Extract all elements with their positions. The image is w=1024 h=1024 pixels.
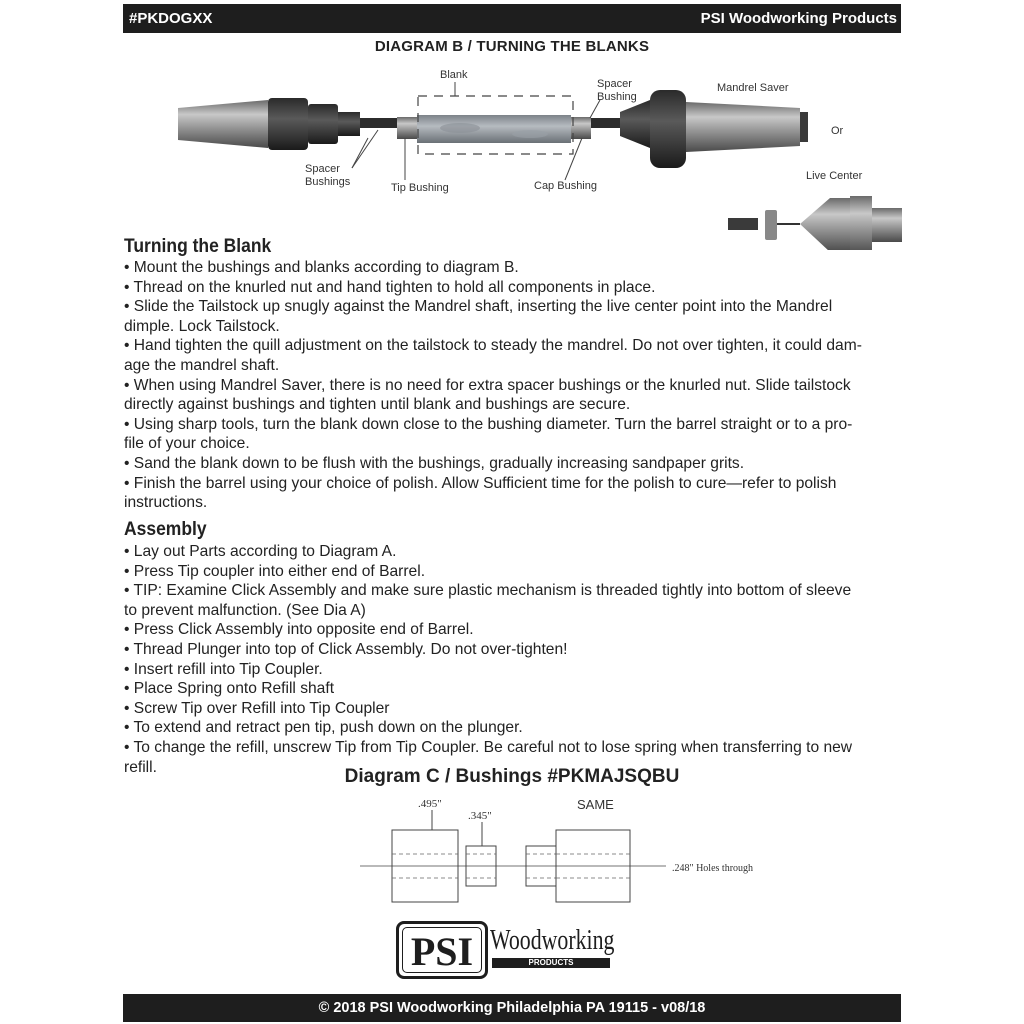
turning-line: • Sand the blank down to be flush with the bushings, gradually increasing sandpaper grits. xyxy=(124,454,745,472)
logo-psi-text: PSI xyxy=(410,929,474,974)
dim-large: .495" xyxy=(418,798,442,810)
label-tip-bushing: Tip Bushing xyxy=(391,182,449,194)
label-spacer-bushings-2: Bushings xyxy=(305,176,351,188)
turning-line: • Slide the Tailstock up snugly against the Mandrel shaft, inserting the live center point into the Mandrel xyxy=(124,298,833,316)
dim-small: .345" xyxy=(468,810,492,822)
product-code: #PKDOGXX xyxy=(129,10,213,27)
assembly-line: • Screw Tip over Refill into Tip Coupler xyxy=(124,699,390,717)
label-or: Or xyxy=(831,125,844,137)
logo-products: PRODUCTS xyxy=(492,958,610,968)
brand-name: PSI Woodworking Products xyxy=(700,10,897,27)
turning-instructions xyxy=(124,258,904,513)
assembly-heading: Assembly xyxy=(124,519,207,540)
turning-line: • Using sharp tools, turn the blank down close to the bushing diameter. Turn the barrel straight or to a pro- xyxy=(124,415,853,433)
turning-line: dimple. Lock Tailstock. xyxy=(124,317,280,335)
assembly-line: • Press Click Assembly into opposite end of Barrel. xyxy=(124,621,474,639)
turning-line: • Thread on the knurled nut and hand tighten to hold all components in place. xyxy=(124,278,656,296)
label-spacer-bushing-2: Bushing xyxy=(597,91,637,103)
logo-woodworking: Woodworking xyxy=(490,925,615,956)
diagram-c-title: Diagram C / Bushings #PKMAJSQBU xyxy=(344,766,680,787)
assembly-line: refill. xyxy=(124,758,157,776)
diagram-b-mandrel xyxy=(0,0,1024,250)
label-cap-bushing: Cap Bushing xyxy=(534,180,597,192)
diagram-b-title: DIAGRAM B / TURNING THE BLANKS xyxy=(374,38,650,55)
turning-line: file of your choice. xyxy=(124,435,250,453)
turning-heading: Turning the Blank xyxy=(124,236,272,257)
assembly-line: • Press Tip coupler into either end of Barrel. xyxy=(124,562,426,580)
turning-line: • Finish the barrel using your choice of polish. Allow Sufficient time for the polish to cure—refer to polish xyxy=(124,474,837,492)
label-mandrel-saver: Mandrel Saver xyxy=(717,82,789,94)
label-spacer-bushings-1: Spacer xyxy=(305,163,340,175)
turning-line: • When using Mandrel Saver, there is no need for extra spacer bushings or the knurled nut. Slide tailstock xyxy=(124,376,851,394)
footer-bar: © 2018 PSI Woodworking Philadelphia PA 19115 - v08/18 xyxy=(123,994,901,1022)
assembly-instructions xyxy=(124,542,904,777)
label-holes: .248" Holes through xyxy=(672,863,754,874)
turning-line: instructions. xyxy=(124,494,208,512)
turning-line: • Hand tighten the quill adjustment on the tailstock to steady the mandrel. Do not over tighten, it could dam- xyxy=(124,337,862,355)
assembly-line: • Thread Plunger into top of Click Assembly. Do not over-tighten! xyxy=(124,640,568,658)
assembly-line: • To extend and retract pen tip, push down on the plunger. xyxy=(124,719,523,737)
diagram-c-bushings xyxy=(0,790,1024,910)
logo-psi-box xyxy=(396,921,488,979)
label-spacer-bushing-1: Spacer xyxy=(597,78,632,90)
assembly-line: • Place Spring onto Refill shaft xyxy=(124,680,335,698)
assembly-line: • To change the refill, unscrew Tip from Tip Coupler. Be careful not to lose spring when transferring to new xyxy=(124,738,853,756)
assembly-line: to prevent malfunction. (See Dia A) xyxy=(124,601,366,619)
turning-line: age the mandrel shaft. xyxy=(124,356,280,374)
turning-line: directly against bushings and tighten until blank and bushings are secure. xyxy=(124,396,631,414)
turning-line: • Mount the bushings and blanks according to diagram B. xyxy=(124,259,519,276)
label-blank: Blank xyxy=(440,69,468,81)
label-same: SAME xyxy=(577,797,614,812)
label-live-center: Live Center xyxy=(806,170,863,182)
assembly-line: • Insert refill into Tip Coupler. xyxy=(124,660,323,678)
psi-logo xyxy=(396,921,628,979)
assembly-line: • Lay out Parts according to Diagram A. xyxy=(124,543,397,560)
assembly-line: • TIP: Examine Click Assembly and make sure plastic mechanism is threaded tightly into bottom of sleeve xyxy=(124,582,852,600)
